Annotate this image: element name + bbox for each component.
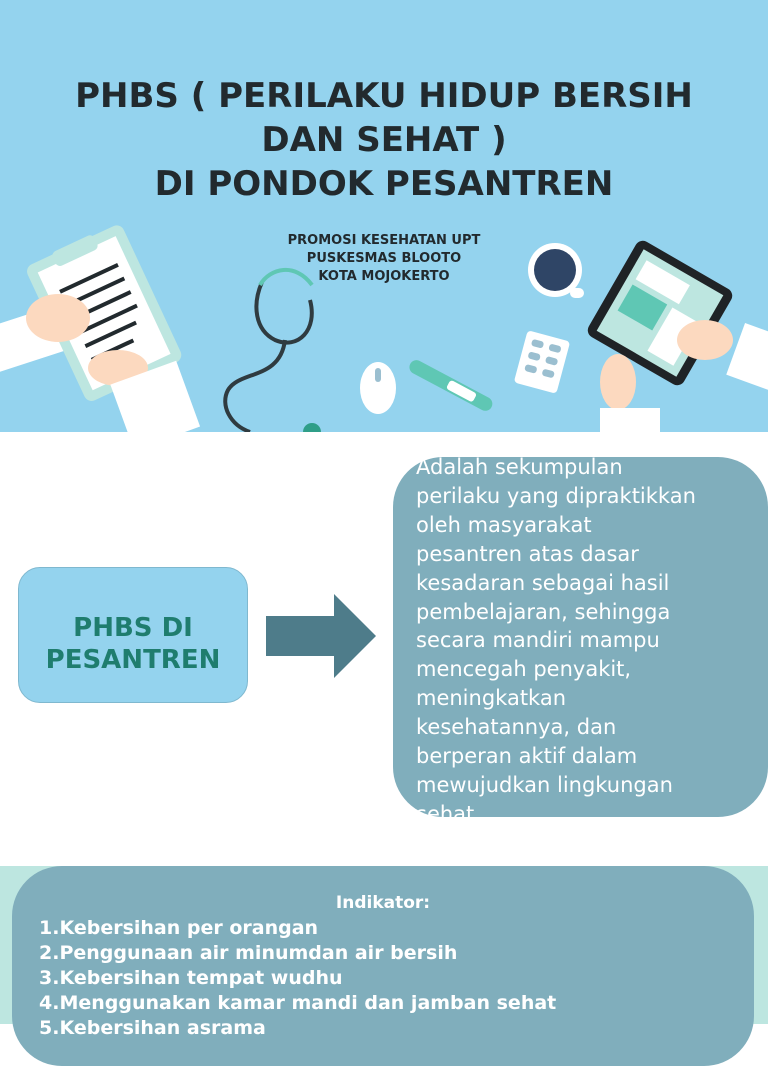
list-item: 2.Penggunaan air minumdan air bersih (39, 942, 458, 964)
definition-line: pembelajaran, sehingga (416, 599, 671, 624)
box-line: PESANTREN (45, 645, 221, 675)
definition-line: meningkatkan (416, 686, 567, 711)
definition-line: mencegah penyakit, (416, 657, 632, 682)
right-arrow-icon (266, 594, 378, 678)
thermometer-icon (407, 358, 495, 414)
indicator-title: Indikator: (335, 893, 431, 913)
indicator-list (39, 916, 556, 1041)
definition-box (393, 455, 768, 826)
definition-line: mewujudkan lingkungan (416, 772, 673, 797)
definition-line: secara mandiri mampu (416, 628, 660, 653)
title-line: PHBS ( PERILAKU HIDUP BERSIH (75, 76, 693, 116)
mouse-icon (360, 362, 396, 414)
pill-pack-icon (514, 330, 570, 394)
definition-line: pesantren atas dasar (416, 541, 639, 566)
definition-line: perilaku yang dipraktikkan (416, 483, 696, 508)
box-line: PHBS DI (73, 613, 193, 643)
definition-line: kesadaran sebagai hasil (416, 570, 670, 595)
subtitle-line: PUSKESMAS BLOOTO (306, 251, 462, 266)
definition-text (416, 453, 756, 829)
phbs-pesantren-box (18, 567, 248, 703)
definition-line: Adalah sekumpulan (416, 455, 623, 479)
list-item: 5.Kebersihan asrama (39, 1017, 266, 1039)
indicator-box (12, 866, 754, 1066)
list-item: 3.Kebersihan tempat wudhu (39, 967, 343, 989)
definition-line: berperan aktif dalam (416, 744, 638, 769)
title-line: DI PONDOK PESANTREN (154, 164, 614, 204)
phbs-pesantren-label (19, 612, 247, 676)
title-line: DAN SEHAT ) (261, 120, 507, 160)
definition-line: sehat (416, 801, 475, 826)
subtitle-line: KOTA MOJOKERTO (318, 269, 450, 284)
subtitle-line: PROMOSI KESEHATAN UPT (287, 233, 481, 248)
indicator-slide (0, 866, 768, 1039)
definition-line: oleh masyarakat (416, 512, 592, 537)
definition-slide (0, 432, 768, 866)
title-slide (0, 0, 768, 432)
list-item: 4.Menggunakan kamar mandi dan jamban sehat (39, 992, 557, 1014)
slide-subtitle (0, 232, 768, 286)
list-item: 1.Kebersihan per orangan (39, 917, 319, 939)
definition-line: kesehatannya, dan (416, 715, 617, 740)
slide-title (0, 74, 768, 206)
stethoscope-icon (225, 282, 321, 441)
medical-illustration (0, 0, 768, 432)
